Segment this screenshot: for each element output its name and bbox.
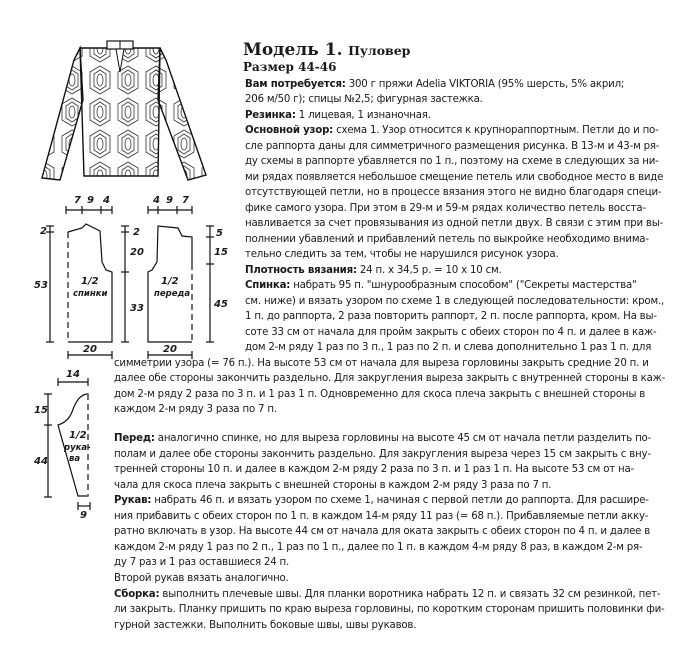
back-line-5: дом 2-м ряду 1 раз по 3 п., 1 раз по 2 п. и слева дополнительно 1 раз 1 п. для — [245, 342, 652, 353]
assembly-line-2: ли закрыть. Планку пришить по краю выреза горловины, по коротким сторонам пришить половинки фи- — [114, 604, 665, 615]
back-line-1 — [245, 280, 695, 291]
sleeve-line-2: ния прибавить с обеих сторон по 1 п. в каждом 14-м ряду 11 раз (= 68 п.). Прибавляемые петли акку- — [114, 511, 649, 522]
back-dim-top-1: 7 — [74, 195, 81, 206]
pattern-line-8: полнении убавлений и прибавлений петель по выкройке необходимо внима- — [245, 234, 649, 245]
back-dim-right-3: 33 — [130, 303, 144, 314]
sleeve-label: Рукав: — [114, 495, 152, 506]
front-line-4: чала для скоса плеча закрыть с внешней стороны в каждом 2-м ряду 3 раза по 7 п. — [114, 480, 552, 491]
pattern-line-9: тельно следить за тем, чтобы не нарушился рисунок узора. — [245, 249, 559, 260]
model-type: Пуловер — [348, 43, 411, 58]
sleeve-line-5: ду 7 раз и 1 раз оставшиеся 24 п. — [114, 557, 290, 568]
model-number: Модель 1. — [243, 40, 343, 60]
back-label: спинки — [73, 289, 108, 299]
back-dim-top-3: 4 — [103, 195, 110, 206]
front-dim-right-2: 15 — [214, 247, 228, 258]
text: набрать 95 п. "шнурообразным способом" ("Секреты мастерства" — [290, 280, 637, 291]
back-dim-right-1: 2 — [133, 227, 140, 238]
materials-label: Вам потребуется: — [245, 79, 346, 90]
front-label-fraction: 1/2 — [161, 276, 179, 287]
materials-line-2: 206 м/50 г); спицы №2,5; фигурная застежка. — [245, 94, 483, 105]
text: выполнить плечевые швы. Для планки воротника набрать 12 п. и связать 32 см резинкой, пет- — [159, 589, 661, 600]
sleeve-dim-top: 14 — [66, 369, 80, 380]
back-line-6: симметрии узора (= 76 п.). На высоте 53 см от начала для выреза горловины закрыть средние 20 п. и — [114, 358, 649, 369]
sleeve-dim-left-2: 44 — [34, 456, 48, 467]
front-dim-bottom: 20 — [163, 344, 177, 355]
sleeve-line-3: ратно включать в узор. На высоте 44 см от начала для оката закрыть с обеих сторон по 4 п. и далее в — [114, 526, 651, 537]
pattern-line-7: навливается за счет провязывания из одной петли двух. В связи с этим при вы- — [245, 218, 664, 229]
back-label-fraction: 1/2 — [81, 276, 99, 287]
gauge-label: Плотность вязания: — [245, 265, 357, 276]
back-dim-right-2: 20 — [130, 247, 144, 258]
back-line-7: далее обе стороны закончить раздельно. Для закругления выреза закрыть с внутренней стороны в каж- — [114, 373, 666, 384]
sleeve-label-fraction: 1/2 — [69, 430, 87, 441]
back-line-9: каждом 2-м ряду 3 раза по 7 п. — [114, 404, 277, 415]
pattern-label: Основной узор: — [245, 125, 334, 136]
text: 1 лицевая, 1 изнаночная. — [295, 110, 431, 121]
front-line-3: тренней стороны 10 п. и далее в каждом 2-м ряду 2 раза по 3 п. и 1 раз 1 п. На высоте 53 см от на- — [114, 464, 634, 475]
sleeve-line-1 — [114, 495, 696, 506]
pattern-line-2: сле раппорта даны для симметричного размещения рисунка. В 13-м и 43-м ря- — [245, 141, 660, 152]
sleeve-dim-left-1: 15 — [34, 405, 48, 416]
front-line-1 — [114, 433, 696, 444]
pattern-line-3: ду схемы в раппорте убавляется по 1 п., поэтому на схеме в следующих за ни- — [245, 156, 659, 167]
pattern-line-4: ми рядах появляется небольшое смещение петель или свободное место в виде — [245, 172, 664, 183]
assembly-line-1 — [114, 589, 696, 600]
back-front-diagrams — [20, 180, 240, 360]
assembly-label: Сборка: — [114, 589, 160, 600]
text: 300 г пряжи Adelia VIKTORIA (95% шерсть, 5% акрил; — [345, 79, 625, 90]
back-line-2: см. ниже) и вязать узором по схеме 1 в следующей последовательности: кром., — [245, 296, 665, 307]
text: 24 п. x 34,5 р. = 10 x 10 см. — [356, 265, 502, 276]
front-dim-top-1: 4 — [153, 195, 160, 206]
front-label: переда — [154, 289, 191, 299]
rib-line — [245, 110, 695, 121]
front-line-2: полам и далее обе стороны закончить раздельно. Для закругления выреза через 15 см закрыть с вну- — [114, 449, 651, 460]
back-dim-bottom: 20 — [83, 344, 97, 355]
back-label: Спинка: — [245, 280, 291, 291]
sweater-illustration — [30, 0, 240, 190]
sleeve-line-4: каждом 2-м ряду 1 раз по 2 п., 1 раз по 1 п., далее по 1 п. в каждом 4-м ряду 8 раз, в каждом 2-м ря- — [114, 542, 643, 553]
back-dim-left-1: 2 — [40, 226, 47, 237]
front-dim-right-3: 45 — [214, 299, 228, 310]
back-line-4: соте 33 см от начала для пройм закрыть с обеих сторон по 4 п. и далее в каж- — [245, 327, 657, 338]
front-dim-top-3: 7 — [182, 195, 189, 206]
back-line-3: 1 п. до раппорта, 2 раза повторить раппорт, 2 п. после раппорта, кром. На вы- — [245, 311, 657, 322]
sleeve-label-1: рука- — [64, 443, 91, 453]
front-label: Перед: — [114, 433, 155, 444]
rib-label: Резинка: — [245, 110, 296, 121]
model-title — [243, 40, 410, 60]
text: набрать 46 п. и вязать узором по схеме 1, начиная с первой петли до раппорта. Для расшире- — [151, 495, 649, 506]
back-line-8: дом 2-м ряду 2 раза по 3 п. и 1 раз 1 п. Одновременно для скоса плеча закрыть с внешней стороны в — [114, 389, 646, 400]
front-dim-right-1: 5 — [216, 228, 223, 239]
back-dim-left-2: 53 — [34, 280, 48, 291]
sleeve-diagram — [0, 360, 110, 520]
size-label: Размер 44-46 — [243, 60, 337, 74]
text: схема 1. Узор относится к крупнораппортным. Петли до и по- — [333, 125, 659, 136]
assembly-line-3: гурной застежки. Выполнить боковые швы, швы рукавов. — [114, 620, 417, 631]
materials-line-1 — [245, 79, 695, 90]
sleeve-line-6: Второй рукав вязать аналогично. — [114, 573, 289, 584]
back-dim-top-2: 9 — [87, 195, 94, 206]
front-dim-top-2: 9 — [166, 195, 173, 206]
pattern-line-6: фике самого узора. При этом в 29-м и 59-м рядах количество петель восста- — [245, 203, 646, 214]
sleeve-label-2: ва — [69, 454, 81, 464]
pattern-line-5: отсутствующей петли, но в процессе вязания этого не видно благодаря специ- — [245, 187, 662, 198]
gauge-line — [245, 265, 695, 276]
sleeve-dim-bottom: 9 — [80, 510, 87, 520]
text: аналогично спинке, но для выреза горловины на высоте 45 см от начала петли разделить по- — [154, 433, 652, 444]
pattern-line-1 — [245, 125, 695, 136]
